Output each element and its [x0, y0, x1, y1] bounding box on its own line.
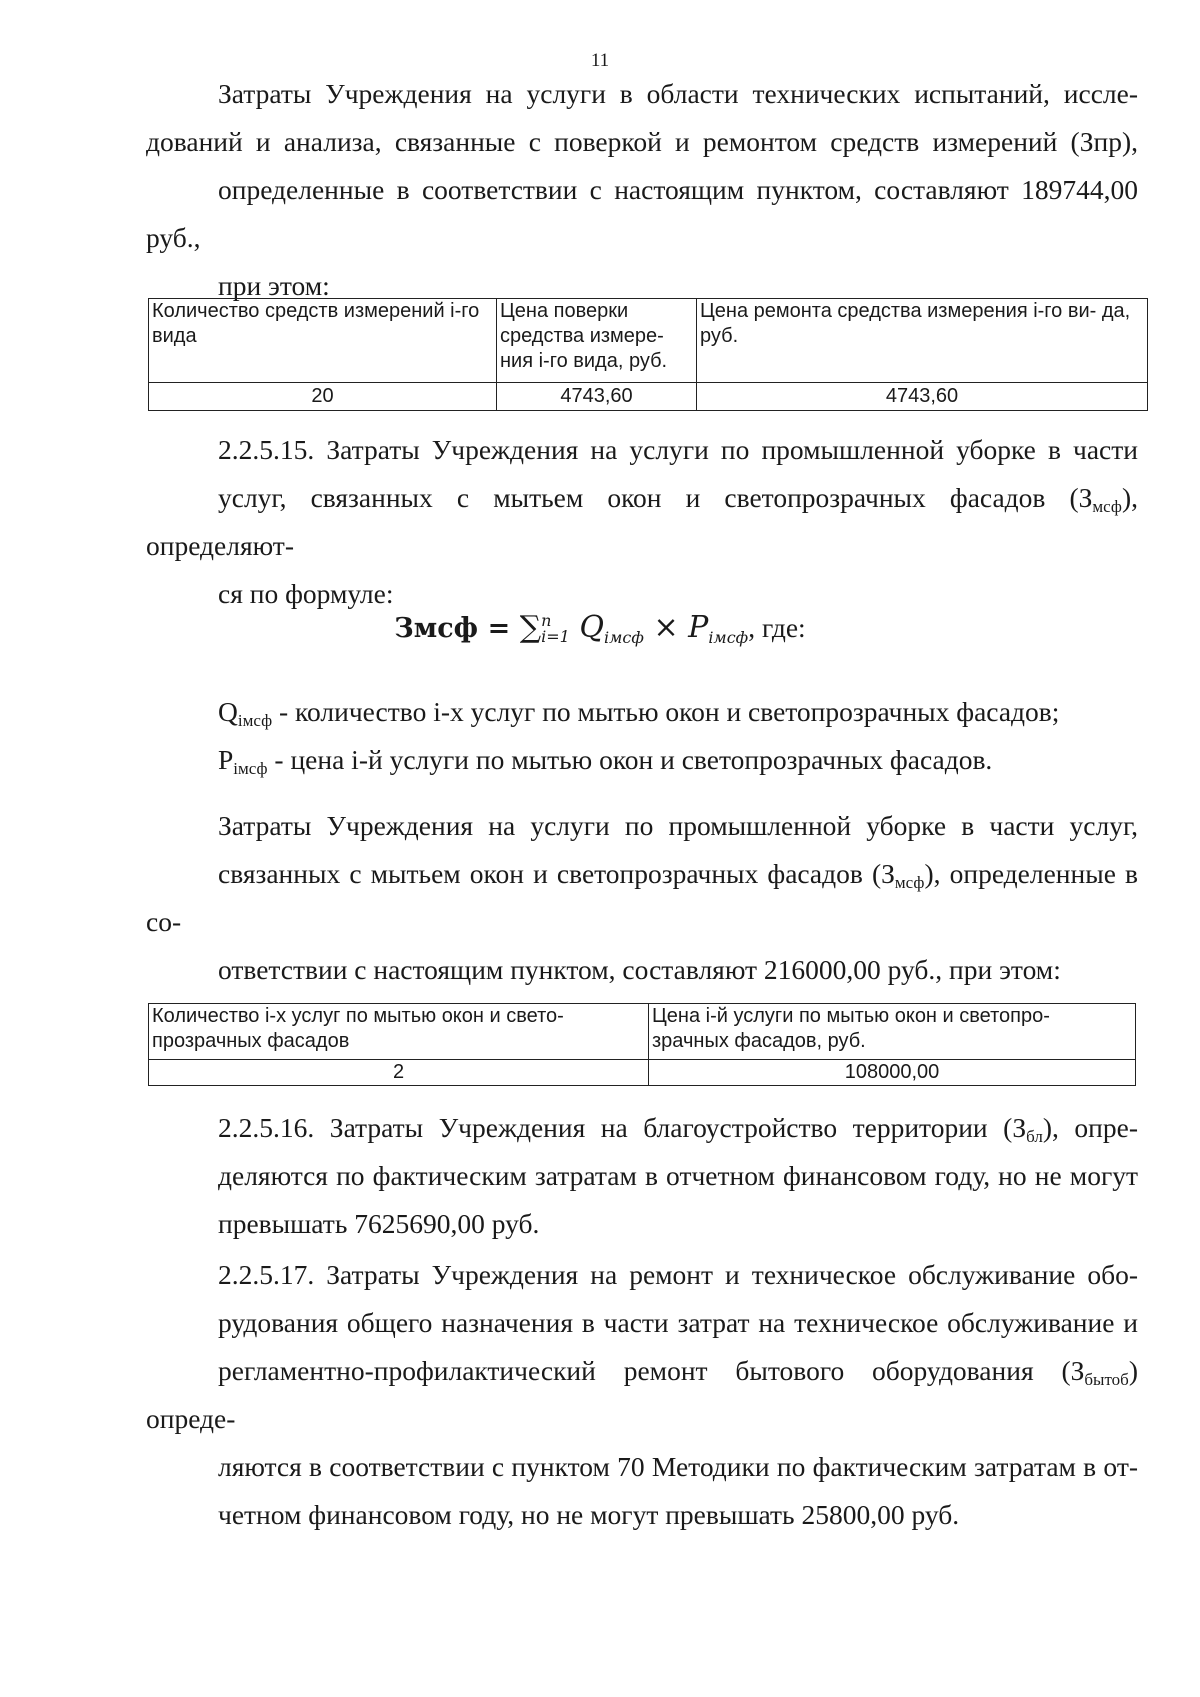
formula-times: ×	[653, 610, 679, 645]
text-line: ляются в соответствии с пунктом 70 Методики по фактическим затратам в от-	[218, 1451, 1138, 1482]
table-header-cell: Количество средств измерений i-го вида	[149, 299, 497, 383]
definition-text: - цена i-й услуги по мытью окон и светопрозрачных фасадов.	[267, 744, 993, 775]
sum-upper-limit: n	[541, 611, 552, 630]
text-fragment: ) опреде-	[146, 1355, 1138, 1434]
definition-symbol: P	[218, 744, 234, 775]
measurement-cost-table	[148, 298, 1148, 411]
text-fragment: ), определяют-	[146, 482, 1138, 561]
paragraph-2-2-5-16	[146, 1104, 1138, 1248]
page-number: 11	[590, 50, 610, 71]
table-header-cell: Цена поверки средства измере- ния i-го вида, руб.	[497, 299, 697, 383]
text-line: превышать 7625690,00 руб.	[218, 1208, 540, 1239]
formula-tail: , где:	[748, 612, 806, 643]
text-fragment: ), определенные в со-	[146, 858, 1138, 937]
text-line: Затраты Учреждения на услуги по промышленной уборке в части услуг,	[218, 810, 1138, 841]
table-cell: 20	[149, 383, 497, 411]
text-line: определенные в соответствии с настоящим пунктом, составляют 189744,00 руб.,	[146, 174, 1138, 253]
table-header-cell: Цена ремонта средства измерения i-го ви- да, руб.	[697, 299, 1148, 383]
formula-p: P	[688, 610, 709, 645]
intro-paragraph	[146, 70, 1138, 310]
text-line: дований и анализа, связанные с поверкой и ремонтом средств измерений (Зпр),	[146, 126, 1138, 157]
definition-symbol: Q	[218, 696, 238, 727]
table-header-cell: Цена i-й услуги по мытью окон и светопро- зрачных фасадов, руб.	[649, 1004, 1136, 1060]
subscript: бытоб	[1084, 1370, 1129, 1389]
table-row	[149, 383, 1148, 411]
formula	[0, 610, 1200, 647]
formula-q-sub: iмсф	[604, 628, 644, 647]
table-cell: 108000,00	[649, 1060, 1136, 1086]
text-line: ся по формуле:	[218, 578, 394, 609]
sum-symbol: ∑	[519, 610, 542, 645]
text-fragment: 2.2.5.16. Затраты Учреждения на благоустройство территории (З	[218, 1112, 1027, 1143]
text-fragment: регламентно-профилактический ремонт бытового оборудования (З	[218, 1355, 1085, 1386]
result-paragraph	[146, 802, 1138, 994]
subscript: iмсф	[237, 711, 273, 730]
table-cell: 4743,60	[497, 383, 697, 411]
window-washing-table	[148, 1003, 1136, 1086]
subscript: iмсф	[233, 759, 268, 778]
text-line: деляются по фактическим затратам в отчетном финансовом году, но не могут	[218, 1160, 1138, 1191]
definition-p	[218, 740, 992, 780]
sum-lower-limit: i=1	[541, 627, 570, 646]
definition-text: - количество i-х услуг по мытью окон и светопрозрачных фасадов;	[272, 696, 1060, 727]
text-line: Затраты Учреждения на услуги в области технических испытаний, иссле-	[218, 78, 1138, 109]
table-cell: 4743,60	[697, 383, 1148, 411]
text-line: ответствии с настоящим пунктом, составляют 216000,00 руб., при этом:	[218, 954, 1061, 985]
formula-p-sub: iмсф	[708, 628, 749, 647]
text-fragment: ), опре-	[1042, 1112, 1138, 1143]
table-header-row	[149, 299, 1148, 383]
formula-lhs: Змсф	[394, 613, 479, 644]
text-line	[146, 474, 1138, 570]
text-line: 2.2.5.17. Затраты Учреждения на ремонт и техническое обслуживание обо-	[218, 1259, 1138, 1290]
text-line	[146, 850, 1138, 946]
definition-q	[218, 692, 1059, 732]
table-header-row	[149, 1004, 1136, 1060]
text-line: четном финансовом году, но не могут превышать 25800,00 руб.	[218, 1499, 960, 1530]
text-line	[146, 1104, 1138, 1152]
sum-limits	[541, 613, 570, 645]
text-fragment: услуг, связанных с мытьем окон и светопрозрачных фасадов (З	[218, 482, 1093, 513]
table-row	[149, 1060, 1136, 1086]
text-line: рудования общего назначения в части затрат на техническое обслуживание и	[218, 1307, 1138, 1338]
paragraph-2-2-5-15	[146, 426, 1138, 618]
table-header-cell: Количество i-х услуг по мытью окон и свето- прозрачных фасадов	[149, 1004, 649, 1060]
subscript: бл	[1026, 1127, 1043, 1146]
formula-q: Q	[579, 610, 605, 645]
text-line: при этом:	[218, 270, 330, 301]
paragraph-2-2-5-17	[146, 1251, 1138, 1539]
text-fragment: связанных с мытьем окон и светопрозрачных фасадов (З	[218, 858, 895, 889]
formula-equals: =	[487, 613, 511, 644]
table-cell: 2	[149, 1060, 649, 1086]
text-line	[146, 1347, 1138, 1443]
subscript: мсф	[894, 873, 925, 892]
text-line: 2.2.5.15. Затраты Учреждения на услуги по промышленной уборке в части	[218, 434, 1138, 465]
subscript: мсф	[1092, 497, 1122, 516]
